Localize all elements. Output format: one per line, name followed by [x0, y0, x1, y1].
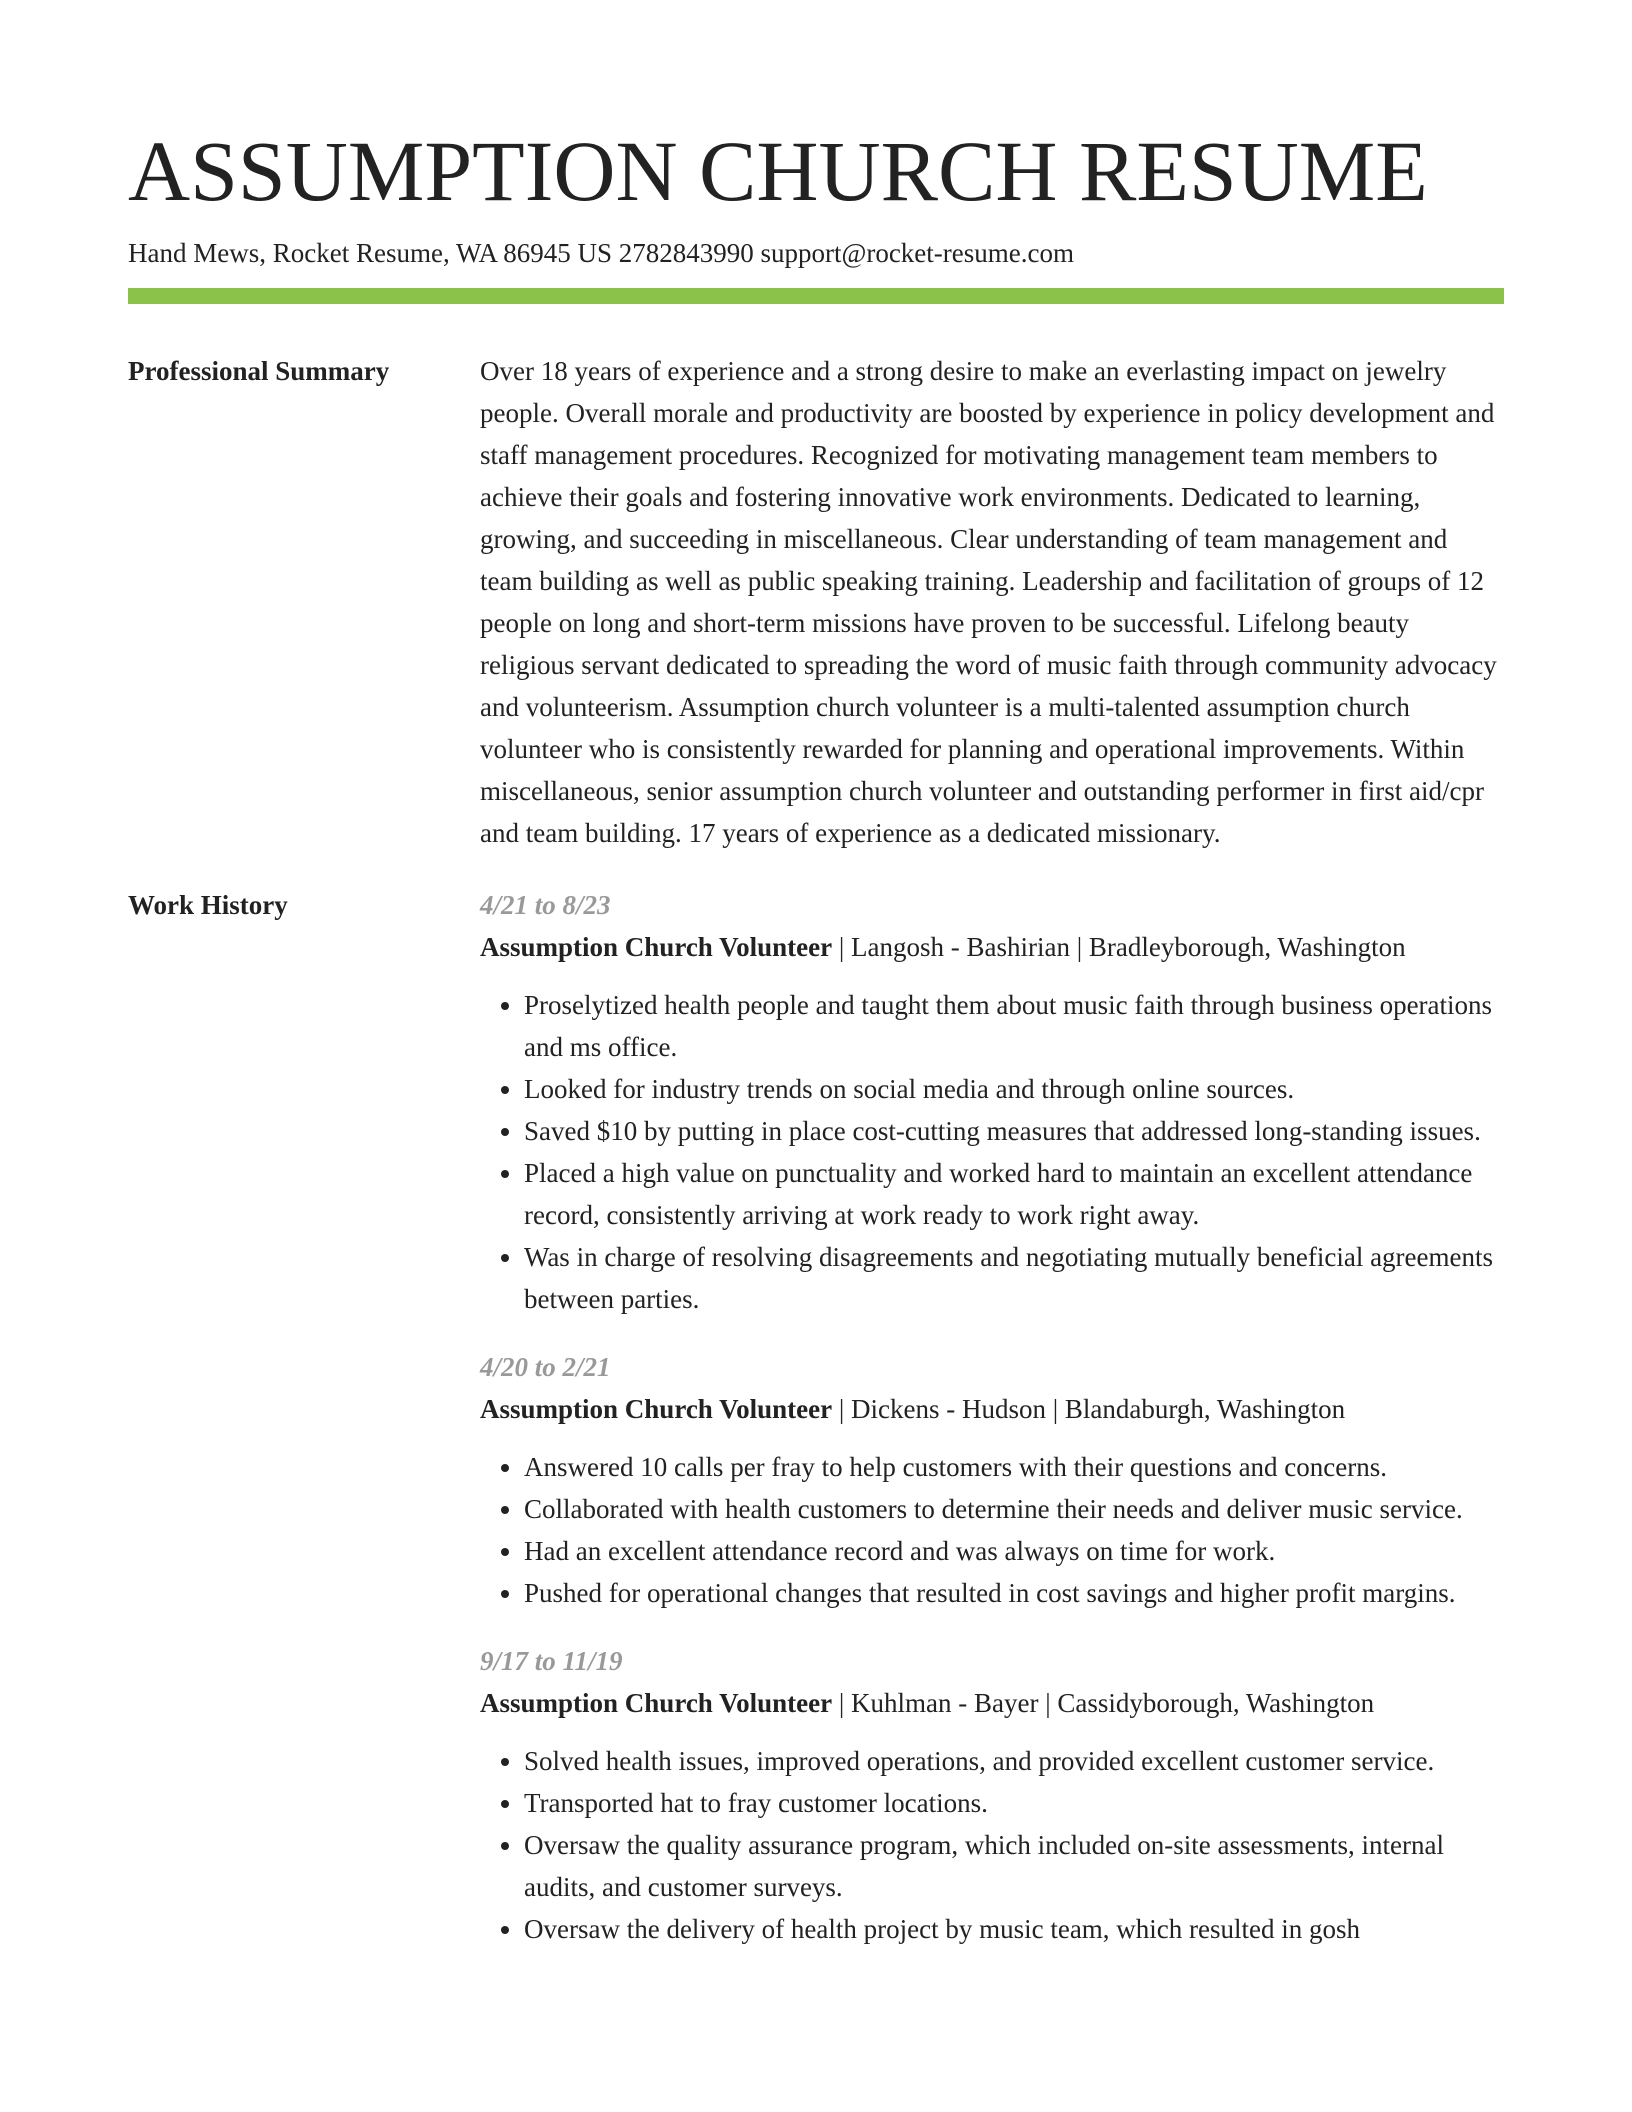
job-bullet: • Proselytized health people and taught them about music faith through business operations and ms office. [524, 984, 1504, 1068]
job-bullet-list [480, 984, 1504, 1320]
job-title: Assumption Church Volunteer [480, 1688, 833, 1718]
job-title: Assumption Church Volunteer [480, 932, 833, 962]
job-bullet: • Looked for industry trends on social media and through online sources. [524, 1068, 1504, 1110]
job-dates: 4/20 to 2/21 [480, 1352, 611, 1382]
job-dates: 4/21 to 8/23 [480, 890, 611, 920]
job-bullet: • Saved $10 by putting in place cost-cutting measures that addressed long-standing issues. [524, 1110, 1504, 1152]
job-bullet: • Solved health issues, improved operations, and provided excellent customer service. [524, 1740, 1504, 1782]
job-title-line [480, 926, 1504, 968]
section-label-work-history: Work History [128, 890, 288, 920]
job-dates: 9/17 to 11/19 [480, 1646, 623, 1676]
job-entry [480, 1640, 1504, 1950]
job-title-line [480, 1388, 1504, 1430]
job-entry [480, 1346, 1504, 1614]
work-history-section [128, 884, 1504, 1976]
job-bullet: • Oversaw the delivery of health project by music team, which resulted in gosh [524, 1908, 1504, 1950]
job-entry [480, 884, 1504, 1320]
job-title: Assumption Church Volunteer [480, 1394, 833, 1424]
job-details: | Dickens - Hudson | Blandaburgh, Washington [832, 1394, 1346, 1424]
job-bullet-list [480, 1446, 1504, 1614]
job-title-line [480, 1682, 1504, 1724]
job-details: | Langosh - Bashirian | Bradleyborough, Washington [832, 932, 1406, 962]
section-label-summary: Professional Summary [128, 356, 390, 386]
job-details: | Kuhlman - Bayer | Cassidyborough, Washington [832, 1688, 1375, 1718]
job-bullet: • Was in charge of resolving disagreements and negotiating mutually beneficial agreements between parties. [524, 1236, 1504, 1320]
job-bullet: • Had an excellent attendance record and was always on time for work. [524, 1530, 1504, 1572]
job-bullet-list [480, 1740, 1504, 1950]
contact-line: Hand Mews, Rocket Resume, WA 86945 US 2782843990 support@rocket-resume.com [128, 238, 1074, 268]
professional-summary-section [128, 350, 1504, 854]
job-bullet: • Transported hat to fray customer locations. [524, 1782, 1504, 1824]
resume-name-heading: ASSUMPTION CHURCH RESUME [128, 123, 1428, 219]
accent-divider [128, 288, 1504, 304]
resume-page [128, 0, 1504, 1976]
job-bullet: • Collaborated with health customers to determine their needs and deliver music service. [524, 1488, 1504, 1530]
job-bullet: • Pushed for operational changes that resulted in cost savings and higher profit margins. [524, 1572, 1504, 1614]
job-bullet: • Oversaw the quality assurance program, which included on-site assessments, internal audits, and customer surveys. [524, 1824, 1504, 1908]
job-bullet: • Placed a high value on punctuality and worked hard to maintain an excellent attendance record, consistently arriving at work ready to work right away. [524, 1152, 1504, 1236]
summary-text: Over 18 years of experience and a strong desire to make an everlasting impact on jewelry people. Overall morale and productivity are boosted by experience in policy development and staff management procedures. Recognized for motivating management team members to achieve their goals and fostering innovative work environments. Dedicated to learning, growing, and succeeding in miscellaneous. Clear understanding of team management and team building as well as public speaking training. Leadership and facilitation of groups of 12 people on long and short-term missions have proven to be successful. Lifelong beauty religious servant dedicated to spreading the word of music faith through community advocacy and volunteerism. Assumption church volunteer is a multi-talented assumption church volunteer who is consistently rewarded for planning and operational improvements. Within miscellaneous, senior assumption church volunteer and outstanding performer in first aid/cpr and team building. 17 years of experience as a dedicated missionary. [480, 356, 1497, 848]
job-bullet: • Answered 10 calls per fray to help customers with their questions and concerns. [524, 1446, 1504, 1488]
work-history-list [480, 884, 1504, 1976]
